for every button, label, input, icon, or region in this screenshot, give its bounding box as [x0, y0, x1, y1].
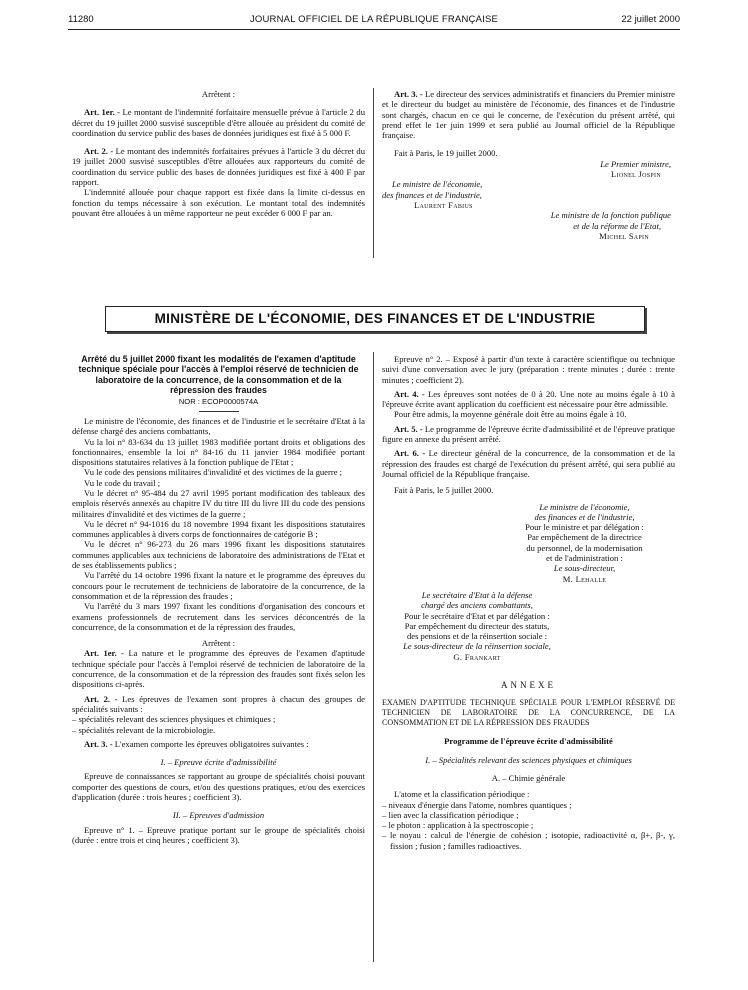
delegation-line: Pour le secrétaire d'Etat et par délégation :: [404, 610, 550, 621]
signatory-title: des finances et de l'industrie,: [534, 511, 635, 522]
list-item: – le photon : application à la spectroscopie ;: [382, 820, 534, 831]
article-paragraph: [382, 389, 675, 410]
delegation-line: Par empêchement du directeur des statuts,: [404, 620, 550, 631]
paragraph: L'indemnité allouée pour chaque rapport est fixée dans la limite ci-dessus en fonction du temps nécessaire à son exécution. Le montant total des indemnités pouvant être allouées à un même rapporteur ne peut excéder 6 000 F par an.: [72, 187, 365, 218]
signatory-title: Le ministre de la fonction publique: [550, 210, 671, 221]
article-label: Art. 4. -: [394, 388, 425, 399]
signatory-name: M. Lehalle: [562, 573, 607, 584]
article-paragraph: [72, 739, 365, 749]
page-header: [68, 14, 680, 28]
article-text: Les épreuves sont notées de 0 à 20. Une note au moins égale à 10 à l'épreuve écrite avant application du coefficient est nécessaire pour être admissible.: [382, 388, 675, 410]
visa-paragraph: Vu le décret n° 96-273 du 26 mars 1996 fixant les dispositions statutaires communes applicables aux techniciens de laboratoire des administrations de l'Etat et de ses établissements publics ;: [72, 539, 365, 571]
visa-paragraph: Vu l'arrêté du 3 mars 1997 fixant les conditions d'organisation des concours et examens professionnels de recrutement dans les services déconcentrés de la concurrence, de la consommation et de la répression des fraudes,: [72, 601, 365, 632]
article-text: Les épreuves de l'examen sont propres à chacun des groupes de spécialités suivants :: [72, 693, 365, 714]
delegation-line: Pour le ministre et par délégation :: [525, 522, 644, 533]
separator: [199, 411, 239, 412]
article-label: Art. 2. -: [84, 693, 118, 704]
article-text: La nature et le programme des épreuves de l'examen d'aptitude technique spéciale pour l'accès à l'emploi réservé de technicien de laboratoire de la concurrence, de la consommation et de la répression des fraudes sont fixés selon les dispositions ci-après.: [72, 648, 365, 690]
signatory-title: et de la réforme de l'Etat,: [573, 220, 661, 231]
article-label: Art. 3. -: [394, 89, 423, 99]
signatory-name: Lionel Jospin: [611, 169, 661, 180]
article-paragraph: [72, 107, 365, 138]
list-item: – spécialités relevant des sciences physiques et chimiques ;: [72, 714, 276, 725]
article-paragraph: [72, 648, 365, 689]
visa-paragraph: Vu le code du travail ;: [84, 477, 161, 488]
article-text: L'examen comporte les épreuves obligatoires suivantes :: [114, 738, 309, 749]
paragraph: Epreuve n° 1. – Epreuve pratique portant sur le groupe de spécialités choisi (durée : entre trois et cinq heures ; coefficient 3).: [72, 824, 365, 845]
article-paragraph: [382, 89, 675, 140]
paragraph: Epreuve n° 2. – Exposé à partir d'un texte à caractère scientifique ou technique suivi d'une conversation avec le jury (préparation : trente minutes ; durée : trente minutes ; coefficient 2).: [382, 354, 675, 385]
article-paragraph: [382, 448, 675, 479]
section-heading: II. – Epreuves d'admission: [172, 810, 265, 821]
article-label: Art. 1er. -: [84, 107, 121, 118]
column-divider-main: [373, 352, 374, 962]
annexe-heading: ANNEXE: [501, 680, 556, 691]
article-text: Le montant des indemnités forfaitaires prévues à l'article 3 du décret du 19 juillet 2000 susvisé susceptibles d'être allouées aux rapporteurs du comité de coordination du service public des bases de données juridiques est fixé à 400 F par rapport.: [72, 146, 366, 188]
annexe-title: EXAMEN D'APTITUDE TECHNIQUE SPÉCIALE POUR L'EMPLOI RÉSERVÉ DE TECHNICIEN DE LABORATOIRE DE LA CONCURRENCE, DE LA CONSOMMATION ET DE LA RÉPRESSION DES FRAUDES: [382, 698, 675, 728]
visa-paragraph: Vu la loi n° 83-634 du 13 juillet 1983 modifiée portant droits et obligations des fonctionnaires, ensemble la loi n° 84-16 du 11 janvier 1984 modifiée portant dispositions statutaires relatives à la fonction publique de l'Etat ;: [72, 436, 365, 468]
list-item: – spécialités relevant de la microbiologie.: [72, 724, 216, 735]
journal-title: JOURNAL OFFICIEL DE LA RÉPUBLIQUE FRANÇAISE: [249, 14, 499, 25]
delegation-line: et de l'administration :: [546, 553, 623, 564]
decree-title: Arrêté du 5 juillet 2000 fixant les modalités de l'examen d'aptitude technique spéciale pour l'accès à l'emploi réservé de technicien de laboratoire de la concurrence, de la consommation et de la répression des fraudes: [78, 354, 359, 396]
specialty-list: [72, 714, 365, 735]
top-right-column: [382, 89, 675, 241]
visa-paragraph: Vu le code des pensions militaires d'invalidité et des victimes de la guerre ;: [84, 467, 343, 478]
program-title: Programme de l'épreuve écrite d'admissibilité: [444, 736, 613, 747]
visa-paragraph: Le ministre de l'économie, des finances et de l'industrie et le secrétaire d'Etat à la défense chargé des anciens combattants,: [72, 415, 365, 437]
signatory-title: Le Premier ministre,: [600, 158, 671, 169]
ministry-banner-text: MINISTÈRE DE L'ÉCONOMIE, DES FINANCES ET DE L'INDUSTRIE: [154, 311, 596, 326]
article-label: Art. 5. -: [394, 423, 423, 434]
signatory-title: Le secrétaire d'Etat à la défense: [421, 589, 533, 600]
main-left-column: [72, 354, 365, 845]
paragraph: Epreuve de connaissances se rapportant au groupe de spécialités choisi pouvant comporter des questions de cours, et/ou des questions pratiques, et/ou des exercices d'application (durée : trois heures ; coefficient 3).: [72, 771, 365, 803]
signatory-role: Le sous-directeur,: [553, 563, 616, 574]
main-right-column: [382, 354, 675, 851]
signatory-title: Le ministre de l'économie,: [539, 501, 630, 512]
section-heading: I. – Spécialités relevant des sciences physiques et chimiques: [425, 754, 632, 765]
signatory-name: G. Frankart: [453, 651, 501, 662]
signature-place-date: Fait à Paris, le 5 juillet 2000.: [394, 485, 494, 496]
article-paragraph: [72, 146, 365, 187]
article-text: Le programme de l'épreuve écrite d'admissibilité et de l'épreuve pratique figure en annexe du présent arrêté.: [382, 423, 675, 445]
delegation-line: du personnel, de la modernisation: [526, 542, 643, 553]
visas-block: [72, 416, 365, 632]
signatory-title: des finances et de l'industrie,: [382, 189, 482, 200]
signature-place-date: Fait à Paris, le 19 juillet 2000.: [394, 148, 498, 159]
article-label: Art. 3. -: [84, 738, 113, 749]
list-item: – le noyau : calcul de l'énergie de cohésion ; isotopie, radioactivité α, β+, β-, γ, fission ; fusion ; familles radioactives.: [382, 830, 675, 851]
article-paragraph: [382, 424, 675, 445]
signatory-title: chargé des anciens combattants,: [421, 600, 533, 611]
delegation-line: des pensions et de la réinsertion sociale :: [406, 631, 548, 642]
arretent-heading: Arrêtent :: [201, 89, 236, 99]
section-heading: I. – Epreuve écrite d'admissibilité: [160, 757, 277, 768]
article-label: Art. 1er. -: [84, 648, 125, 659]
article-label: Art. 2. -: [84, 146, 114, 157]
signatory-title: Le ministre de l'économie,: [392, 179, 483, 190]
paragraph: Pour être admis, la moyenne générale doit être au moins égale à 10.: [394, 409, 627, 420]
list-item: – lien avec la classification périodique ;: [382, 809, 519, 820]
signatory-name: Michel Sapin: [599, 230, 649, 241]
article-text: Le montant de l'indemnité forfaitaire mensuelle prévue à l'article 2 du décret du 19 juillet 2000 susvisé susceptible d'être allouée au président du comité de coordination du service public des bases de données juridiques est fixé à 5 000 F.: [72, 107, 365, 138]
ministry-banner: [105, 306, 645, 332]
signature-block: [382, 590, 572, 662]
header-rule: [68, 29, 680, 30]
article-text: Le directeur général de la concurrence, de la consommation et de la répression des fraudes est chargé de l'exécution du présent arrêté, qui sera publié au Journal officiel de la République française.: [382, 448, 675, 479]
list-item: – niveaux d'énergie dans l'atome, nombres quantiques ;: [382, 799, 572, 810]
article-text: Le directeur des services administratifs et financiers du Premier ministre et le directeur du budget au ministère de l'économie, des finances et de l'industrie sont chargés, chacun en ce qui le concerne, de l'exécution du présent arrêté, qui prend effet le 1er juin 1999 et sera publié au Journal officiel de la République française.: [382, 89, 675, 141]
visa-paragraph: Vu le décret n° 95-484 du 27 avril 1995 portant modification des tableaux des emplois réservés annexés au chapitre IV du titre III du livre III du code des pensions militaires d'invalidité et des victimes de la guerre ;: [72, 488, 365, 519]
visa-paragraph: Vu le décret n° 94-1016 du 18 novembre 1994 fixant les dispositions statutaires communes applicables à divers corps de fonctionnaires de catégorie B ;: [72, 518, 365, 540]
delegation-line: Par empêchement de la directrice: [527, 532, 642, 543]
signature-block: [494, 502, 675, 584]
article-label: Art. 6. -: [394, 448, 426, 459]
column-divider-top: [373, 88, 374, 258]
signatory-name: Laurent Fabius: [414, 199, 473, 210]
signatory-role: Le sous-directeur de la réinsertion sociale,: [403, 641, 551, 652]
program-list: [382, 800, 675, 851]
subsection-heading: A. – Chimie générale: [491, 772, 566, 783]
paragraph: L'atome et la classification périodique :: [394, 789, 530, 800]
arretent-heading: Arrêtent :: [201, 638, 236, 649]
nor-reference: NOR : ECOP0000574A: [178, 396, 259, 406]
page-number: 11280: [68, 14, 94, 25]
visa-paragraph: Vu l'arrêté du 14 octobre 1996 fixant la nature et le programme des épreuves du concours pour le recrutement de techniciens de laboratoire de la concurrence, de la consommation et de la répression des fraudes ;: [72, 570, 365, 601]
issue-date: 22 juillet 2000: [621, 14, 680, 25]
article-paragraph: [72, 694, 365, 715]
top-left-column: [72, 89, 365, 218]
